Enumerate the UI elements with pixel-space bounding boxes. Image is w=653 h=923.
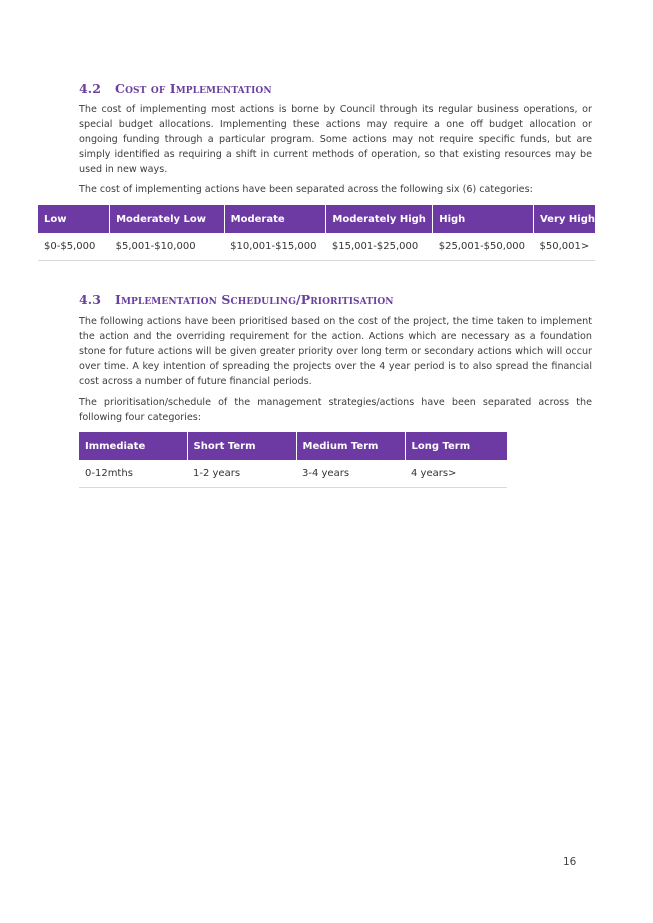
schedule-paragraph-2: The prioritisation/schedule of the management strategies/actions have been separated across the following four categories: <box>79 397 592 423</box>
table-header-cell: Medium Term <box>296 432 405 460</box>
cost-paragraph-1: The cost of implementing most actions is borne by Council through its regular business operations, or special budget allocations. Implementing these actions may require a one off budget allocation or ongoing funding through a particular program. Some actions may not require specific funds, but are simply identified as requiring a shift in current methods of operation, so that existing resources may be used in new ways. <box>79 104 592 175</box>
section-title: Implementation Scheduling/Prioritisation <box>115 292 394 307</box>
table-header-cell: Moderately Low <box>110 205 225 233</box>
table-cell: 1-2 years <box>187 460 296 488</box>
section-heading-cost <box>79 81 272 96</box>
table-cell: $0-$5,000 <box>38 233 110 261</box>
table-row <box>79 460 507 488</box>
section-heading-scheduling <box>79 292 394 307</box>
table-header-cell: Short Term <box>187 432 296 460</box>
section-title: Cost of Implementation <box>115 81 272 96</box>
table-header-cell: Moderately High <box>326 205 433 233</box>
cost-paragraph-2: The cost of implementing actions have been separated across the following six (6) categories: <box>79 184 533 195</box>
table-cell: $25,001-$50,000 <box>433 233 534 261</box>
table-cell: 4 years> <box>405 460 507 488</box>
table-row <box>38 233 595 261</box>
table-header-row <box>38 205 595 233</box>
table-cell: $50,001> <box>533 233 595 261</box>
table-header-cell: High <box>433 205 534 233</box>
table-header-cell: Low <box>38 205 110 233</box>
table-header-cell: Moderate <box>224 205 326 233</box>
table-cell: $10,001-$15,000 <box>224 233 326 261</box>
cost-categories-table <box>38 205 595 261</box>
table-header-cell: Very High <box>533 205 595 233</box>
table-header-cell: Long Term <box>405 432 507 460</box>
table-cell: $15,001-$25,000 <box>326 233 433 261</box>
table-cell: 3-4 years <box>296 460 405 488</box>
table-header-row <box>79 432 507 460</box>
table-header-cell: Immediate <box>79 432 187 460</box>
schedule-paragraph-1: The following actions have been prioritised based on the cost of the project, the time taken to implement the action and the overriding requirement for the action. Actions which are necessary as a foundation stone for future actions will be given greater priority over long term or secondary actions which will occur over time. A key intention of spreading the projects over the 4 year period is to also spread the financial cost across a number of future financial periods. <box>79 316 592 387</box>
section-number: 4.2 <box>79 81 102 96</box>
table-cell: $5,001-$10,000 <box>110 233 225 261</box>
page-number: 16 <box>563 856 577 868</box>
schedule-categories-table <box>79 432 507 488</box>
table-cell: 0-12mths <box>79 460 187 488</box>
section-number: 4.3 <box>79 292 102 307</box>
